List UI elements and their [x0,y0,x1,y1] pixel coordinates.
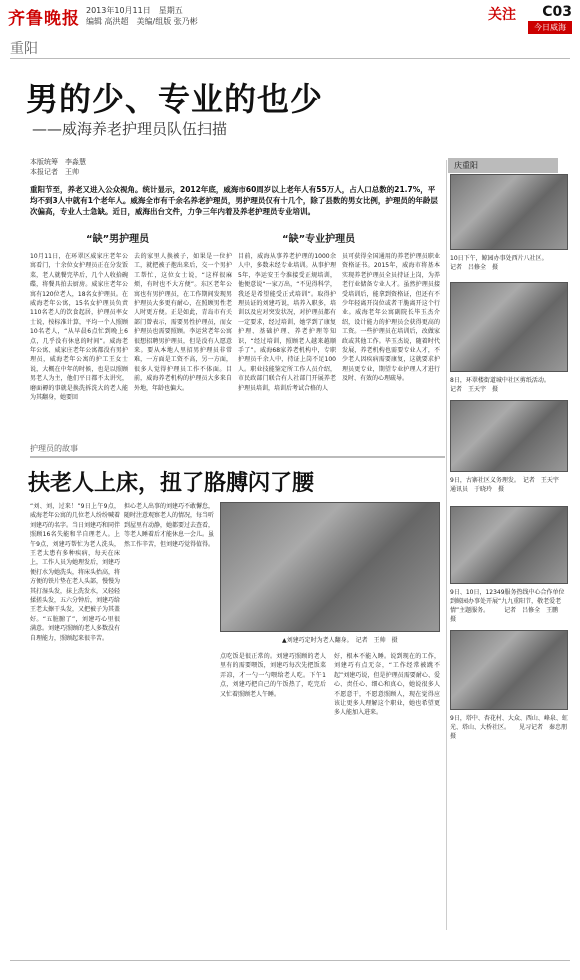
byline-reporter: 本报记者 王帅 [30,168,79,176]
sidebar-title: 庆重阳 [448,158,558,173]
sidebar-photo-5 [450,630,568,710]
sidebar-caption-5: 9日，塔中、杏花村、大众、西山、峰泉、虹光、塔山、大桥社区。 见习记者 秦忠朋 摄 [450,715,574,740]
divider [10,58,570,59]
editor-credits: 编辑 高洪超 美编/组版 张乃彬 [86,17,198,26]
story-column-3: 点吃饭是很正常的。刘建巧照顾的老人里有的需要喂饭，刘建巧每次先把饭菜弄凉，才一勺一勺喂给老人吃。下午1点，刘建巧把自己的午饭热了，吃完后又忙着照顾老人午睡。 [220,653,326,698]
story-column-1: “刘、刘，过来！”9日上午9点，威海老年公寓的几位老人纷纷喊着刘建巧的名字。当日刘建巧和同伴照顾16名失能和半自理老人。上午9点，刘建巧帮忙为老人洗头，王老太患有多种疾病，每天在床上，工作人员为她理发后，刘建巧便打水为她洗头，将床头抬高，将方便的铁片垫在老人头部，慢慢为其打湿头发，抹上洗发水，又轻轻揉搓头发，五六分钟后，刘建巧给王老太擦干头发，又把被子为其盖好。“五脏腑了”，刘建巧心里很满意。刘建巧照顾的老人多数没有自理能力，照顾起来很辛苦。 [30,503,120,642]
sidebar-caption-4: 9日、10日，12349服务热线中心合作单位到鲸园办事处开展“九九重阳节，敬老爱老情”主题服务。 记者 吕修全 王鹏 摄 [450,589,565,623]
footer-divider [10,960,570,961]
article-column-4: 员可获得全国通用的养老护理员职业资格证书。2015年，威海市将基本实现养老护理员全员持证上岗，为养老行业储备专业人才。虽然护理员接受培训后，能拿到资格证，但还有不少年轻离开岗位或者干脆离开这个行业。威海老年公寓副院长毕玉杰介绍，设计能力的护理员会获得更高的工资。一些护理员在培训后，改做家政或其他工作。毕玉杰说，随着时代发展，养老机构也需要专业人才，不少老人因疾病需要康复，这就要求护理员更专业，期望专业护理人才进行及时、有效的心理疏导。 [342,253,440,383]
section-title: 关注 [488,7,516,23]
sidebar-photo-3 [450,400,568,472]
sidebar-caption-2: 8日，环翠楼街道城中社区剪纸活动。 记者 王天宇 摄 [450,377,565,393]
story-column-2: 担心老人出事的刘建巧不敢懈怠，随时注意观察老人的情况，每当听到屋里有动静，她都要过去查看，等老人睡着后才能休息一会儿。虽然工作辛苦，但刘建巧觉得值得。 [124,503,214,548]
article-column-1: 10月11日，在环翠区威家庄老年公寓看门，十余位女护理员正在分发饭菜，老人就餐完毕后，几个人收拾碗碟，将餐具拍去厨房。威家庄老年公寓有120位老人，18名女护理员。在威海老年公寓，15名女护理员负责110名老人的饮食起居，护理员率女士说，按标准计算，平均一个人照顾10名老人，“从早晨6点忙到晚上6点，几乎没有休息的时间”。威海老年公寓、威家庄老年公寓都没有男护理员，威海老年公寓的护工王女士说，大概在中年的时候，也是以照顾男老人为主，他们平日都不太讲究，磨面褥的事就是换洗拆洗大的老人能为其翻身，她要回 [30,253,128,402]
column-head-pro: “缺”专业护理员 [282,234,356,245]
byline-coordinator: 本版统筹 李淼慧 [30,158,86,166]
sub-headline: ——威海养老护理员队伍扫描 [32,120,228,138]
main-photo [220,502,440,632]
byline [30,157,86,177]
article-column-2: 去的家里人换被子，如果是一位护工，就把被子抱出来后，交一个男护工帮忙，这位女士说，“这样很麻烦，有时也不大方便”。东区老年公寓也有男护理员，在工作期间发现男护理员大多更有耐心，在照顾男性老人时更方便。正是如此，青岛市有关部门曾表示，需要男性护理员，而女护理员也需要照顾。李运营老年公寓很想招聘男护理员，但是没有人愿意来。要从本地人里招男护理员非常难，一方面是工资不高，另一方面，很多人觉得护理员工作不体面。目前，威海养老机构的护理员大多来自外地，年龄也偏大。 [134,253,232,392]
issue-date: 2013年10月11日 星期五 [86,6,183,15]
section-tag: 重阳 [10,41,38,57]
story-column-4: 好，根本不能入睡。说到现在的工作，刘建巧有点无奈，“工作经常被跳不起”刘建巧说，但是护理员需要耐心、爱心、责任心、细心和真心，她说很多人不愿意干，不愿意照顾人，现在觉得应该让更多人理解这个职业，她也希望更多人能加入进来。 [334,653,440,717]
column-divider [446,160,447,930]
sidebar-photo-4 [450,506,568,584]
sidebar-caption-3: 9日，古寨社区义务理发。 记者 王天宇 通讯员 于晓玲 摄 [450,477,565,493]
main-headline: 男的少、专业的也少 [26,80,324,118]
story-tag: 护理员的故事 [30,443,445,458]
page-number: C03 [542,4,572,20]
sidebar-photo-2 [450,282,568,372]
main-photo-caption: ▲刘建巧定时为老人翻身。 记者 王帅 摄 [282,637,398,644]
article-column-3: 目前，威海从事养老护理的1000余人中，多数未经专业培训。从事护理5年，李运安王令淮接受正规培训，他便意说“一家万出，“不见得科学，我还是希望能受正式培训”。取得护理员证的刘建巧说，培养入职多，培训以及应对突发状况，对护理员都有一定要求，经过培训，她学到了康复护理、基础护理、养老护理等知识，“经过培训，照顾老人越来越顺手了”。威海68家养老机构中，专职护理员千余人中，持证上岗不足100人。职业技能鉴定所工作人员介绍，市民政部门联合有人社部门开展养老护理员培训，培训后考试合格的人 [238,253,336,392]
story-headline: 扶老人上床，扭了胳膊闪了腰 [28,470,315,496]
edition-badge: 今日威海 [528,21,572,34]
sidebar-caption-1: 10日下午，鲸园办事处西片八社区。 记者 吕修全 摄 [450,255,563,271]
column-head-male: “缺”男护理员 [86,234,150,245]
sidebar-photo-1 [450,174,568,250]
lead-paragraph: 重阳节至，养老又进入公众视角。统计显示，2012年底，威海市60周岁以上老年人有55万人，占人口总数的21.7%，平均不到3人中就有1个老年人。威海全市有千余名养老护理员，男护理员仅有十几个，除了县数的男女比例，护理员的年龄层次偏高，专业人士急缺。近日，威海出台文件，力争三年内着及养老护理员专业培训。 [30,185,438,216]
newspaper-logo: 齐鲁晚报 [8,9,80,29]
